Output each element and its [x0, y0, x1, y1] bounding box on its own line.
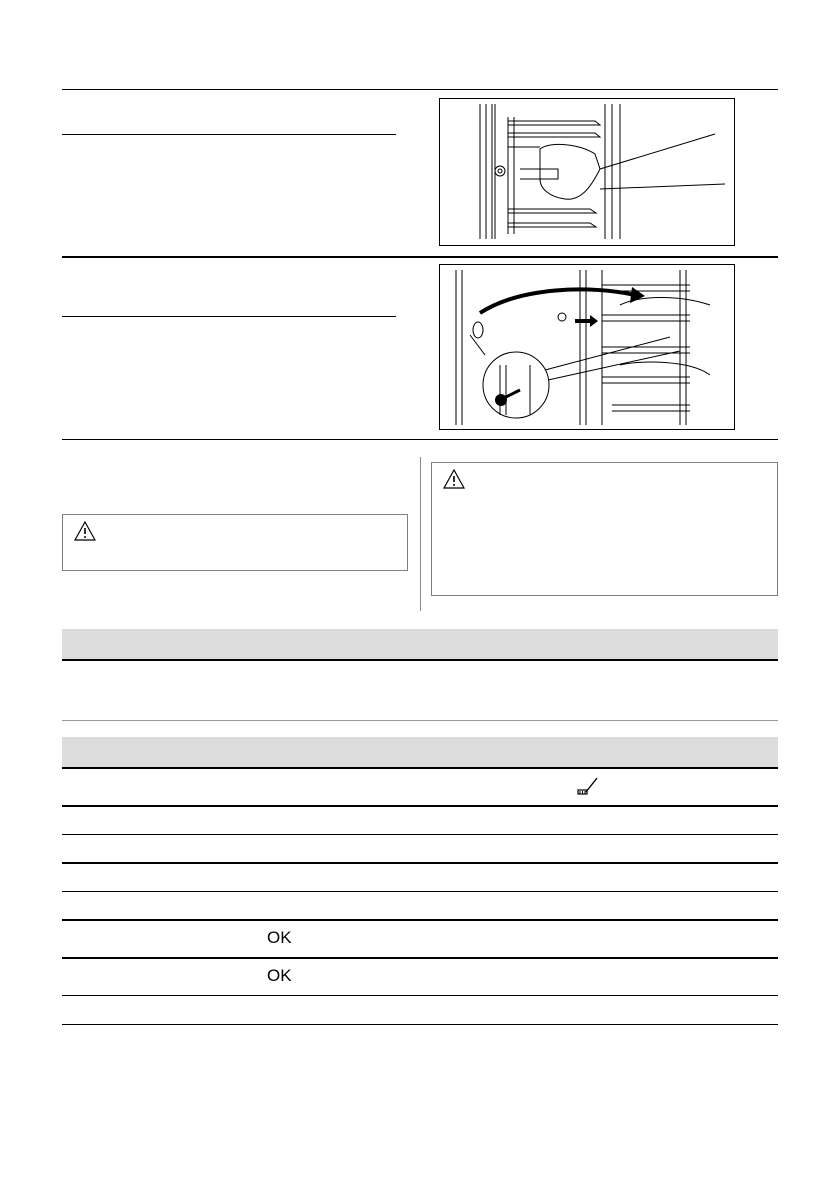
section-rule-3	[62, 439, 778, 440]
shelf-support-pull-illustration	[440, 265, 735, 430]
table1-header	[62, 629, 778, 659]
top-rule	[62, 89, 778, 90]
warning-box-right	[431, 462, 778, 596]
table2-row-rule-1	[62, 805, 778, 807]
ok-button-label: OK	[267, 928, 292, 947]
shelf-support-removal-illustration	[440, 99, 735, 246]
step2-figure	[439, 264, 735, 430]
table2-row-rule-5	[62, 919, 778, 921]
table2-row-rule-4	[62, 891, 778, 892]
table2-header	[62, 737, 778, 767]
step1-rule	[62, 134, 396, 135]
table2-row-rule-2	[62, 834, 778, 835]
ok-button-label: OK	[267, 966, 292, 985]
warning-triangle-icon	[443, 469, 465, 489]
cleaning-brush-icon	[576, 776, 600, 798]
step2-rule	[62, 316, 396, 317]
step1-figure	[439, 98, 735, 246]
table1-bottom-rule	[62, 720, 778, 721]
warning-box-left	[62, 514, 408, 571]
table2-row-rule-7	[62, 995, 778, 996]
warning-triangle-icon	[74, 521, 96, 541]
column-divider	[420, 457, 421, 611]
table1-header-rule	[62, 659, 778, 661]
table2-bottom-rule	[62, 1024, 778, 1025]
section-rule-2	[62, 256, 778, 258]
table2-row-rule-3	[62, 862, 778, 864]
table2-header-rule	[62, 767, 778, 769]
table2-row-rule-6	[62, 957, 778, 959]
